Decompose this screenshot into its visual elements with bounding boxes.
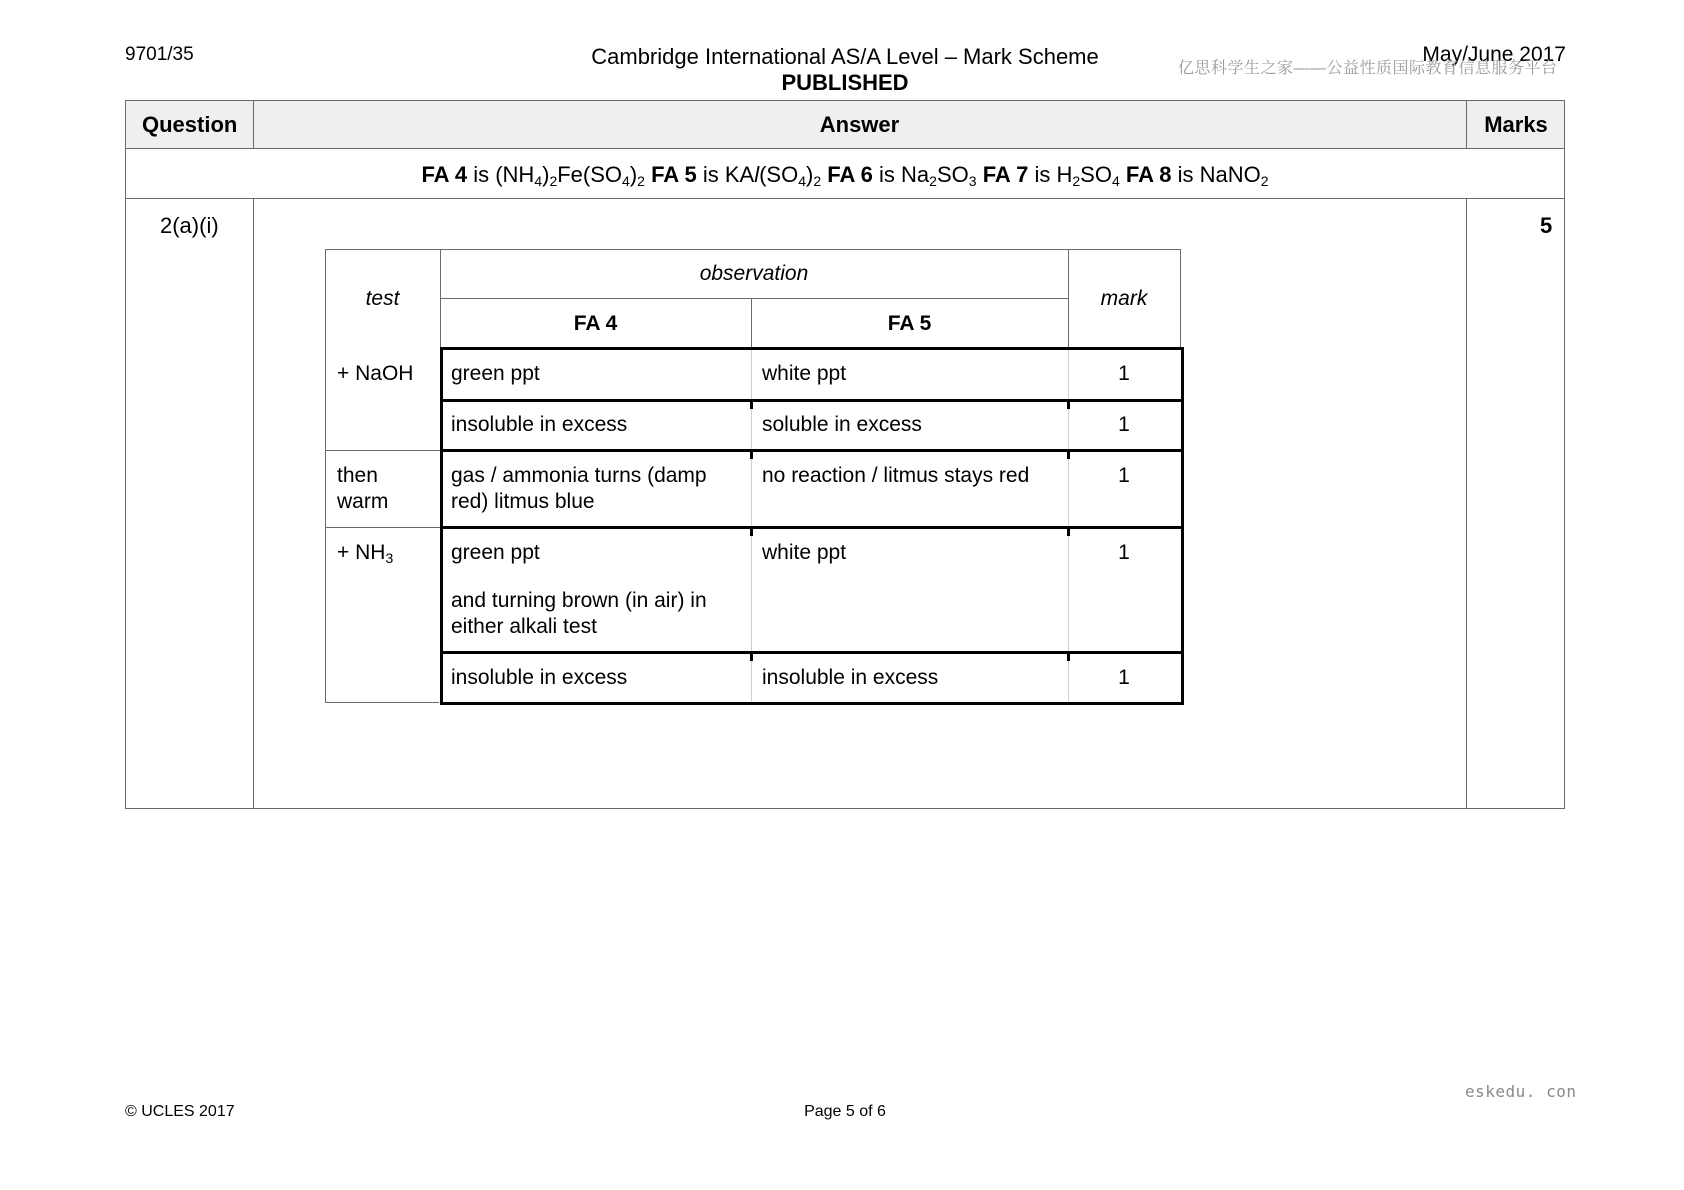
head-fa4: FA 4	[573, 312, 618, 335]
test-then: then	[337, 464, 378, 487]
cell-fa4-note: and turning brown (in air) in	[451, 589, 707, 612]
cell-fa4: insoluble in excess	[451, 413, 628, 436]
published-label: PUBLISHED	[781, 70, 909, 95]
fa-identities-line: FA 4 is $(NH_4)_2Fe(SO_4)_2$ FA 5 is $KAl(SO_4)_2$ FA 6 is $Na_2SO_3$ FA 7 is $H_2SO_4$ FA 8 is NaNO$_2$	[421, 162, 1269, 189]
cell-mark: 1	[1118, 541, 1130, 564]
test-warm: warm	[337, 490, 389, 513]
row-divider-4	[440, 651, 1184, 654]
head-mark: mark	[1100, 287, 1148, 310]
column-header-answer: Answer	[819, 112, 900, 137]
tick-mark	[1067, 449, 1070, 459]
tick-mark	[1067, 399, 1070, 409]
col-divider-question	[253, 198, 254, 809]
head-observation: observation	[699, 262, 809, 285]
head-test: test	[365, 287, 400, 310]
exam-session: May/June 2017	[1422, 43, 1566, 66]
document-title: Cambridge International AS/A Level – Mark Scheme	[591, 44, 1099, 69]
cell-fa4: green ppt	[451, 362, 540, 385]
inner-left-border	[325, 249, 326, 703]
tick-mark	[750, 399, 753, 409]
column-header-marks: Marks	[1484, 112, 1548, 137]
tick-mark	[750, 449, 753, 459]
cell-fa4: gas / ammonia turns (damp	[451, 464, 707, 487]
inner-top-border	[325, 249, 1180, 250]
total-marks: 5	[1540, 213, 1553, 238]
cell-mark: 1	[1118, 464, 1130, 487]
body-top-border	[440, 347, 1184, 350]
col-divider-marks	[1466, 198, 1467, 809]
cell-fa5: white ppt	[762, 541, 847, 564]
cell-fa4: green ppt	[451, 541, 540, 564]
test-divider-nh3	[325, 527, 440, 528]
tick-mark	[1067, 651, 1070, 661]
cell-fa4-cont: red) litmus blue	[451, 490, 595, 513]
page-number: Page 5 of 6	[804, 1103, 886, 1120]
tick-mark	[1067, 526, 1070, 536]
inner-test-bottom	[325, 702, 439, 703]
question-number: 2(a)(i)	[160, 213, 219, 238]
test-divider-warm	[325, 450, 440, 451]
head-fa5: FA 5	[887, 312, 932, 335]
watermark-text: 亿思科学生之家——公益性质国际教育信息服务平台	[1178, 60, 1558, 77]
cell-mark: 1	[1118, 362, 1130, 385]
fa-row-divider	[125, 198, 1565, 199]
cell-mark: 1	[1118, 413, 1130, 436]
cell-fa5: soluble in excess	[762, 413, 922, 436]
cell-fa4: insoluble in excess	[451, 666, 628, 689]
test-naoh: + NaOH	[337, 362, 414, 385]
body-bottom-border	[440, 702, 1184, 705]
test-nh3: + $NH_3$	[337, 541, 394, 566]
inner-right-border-head	[1180, 249, 1181, 348]
cell-mark: 1	[1118, 666, 1130, 689]
paper-code: 9701/35	[125, 44, 194, 65]
cell-fa5: no reaction / litmus stays red	[762, 464, 1030, 487]
cell-fa5: white ppt	[762, 362, 847, 385]
site-watermark: eskedu. con	[1465, 1082, 1577, 1101]
cell-fa5: insoluble in excess	[762, 666, 939, 689]
copyright: © UCLES 2017	[125, 1103, 235, 1120]
header-divider	[125, 148, 1565, 149]
observation-sub-divider	[440, 298, 1068, 299]
row-divider-3	[440, 526, 1184, 529]
tick-mark	[750, 651, 753, 661]
cell-fa4-note-cont: either alkali test	[451, 615, 597, 638]
column-header-question: Question	[142, 112, 238, 137]
tick-mark	[750, 526, 753, 536]
row-divider-1	[440, 399, 1184, 402]
row-divider-2	[440, 449, 1184, 452]
